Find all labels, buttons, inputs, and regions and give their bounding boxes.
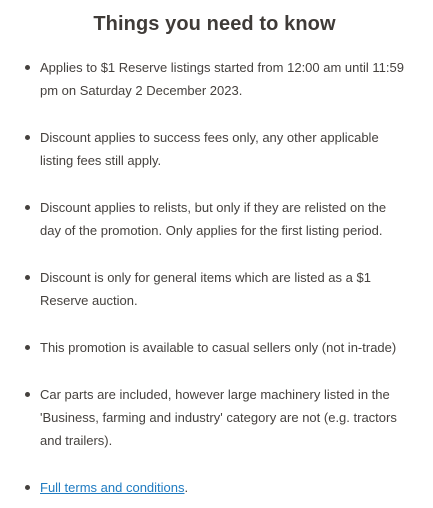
list-item: Discount is only for general items which are listed as a $1 Reserve auction. — [24, 266, 405, 312]
section-title: Things you need to know — [93, 13, 336, 35]
list-item: Car parts are included, however large machinery listed in the 'Business, farming and industry' category are not (e.g. tractors and trailers). — [24, 383, 405, 452]
terms-and-conditions-link[interactable]: Full terms and conditions — [40, 480, 185, 495]
terms-list — [24, 56, 405, 499]
list-item: Discount applies to success fees only, any other applicable listing fees still apply. — [24, 126, 405, 172]
list-item: This promotion is available to casual sellers only (not in-trade) — [24, 336, 405, 359]
terms-list-item — [24, 476, 405, 499]
list-item: Applies to $1 Reserve listings started from 12:00 am until 11:59 pm on Saturday 2 December 2023. — [24, 56, 405, 102]
list-item: Discount applies to relists, but only if they are relisted on the day of the promotion. Only applies for the first listing period. — [24, 196, 405, 242]
terms-suffix: . — [184, 480, 189, 495]
